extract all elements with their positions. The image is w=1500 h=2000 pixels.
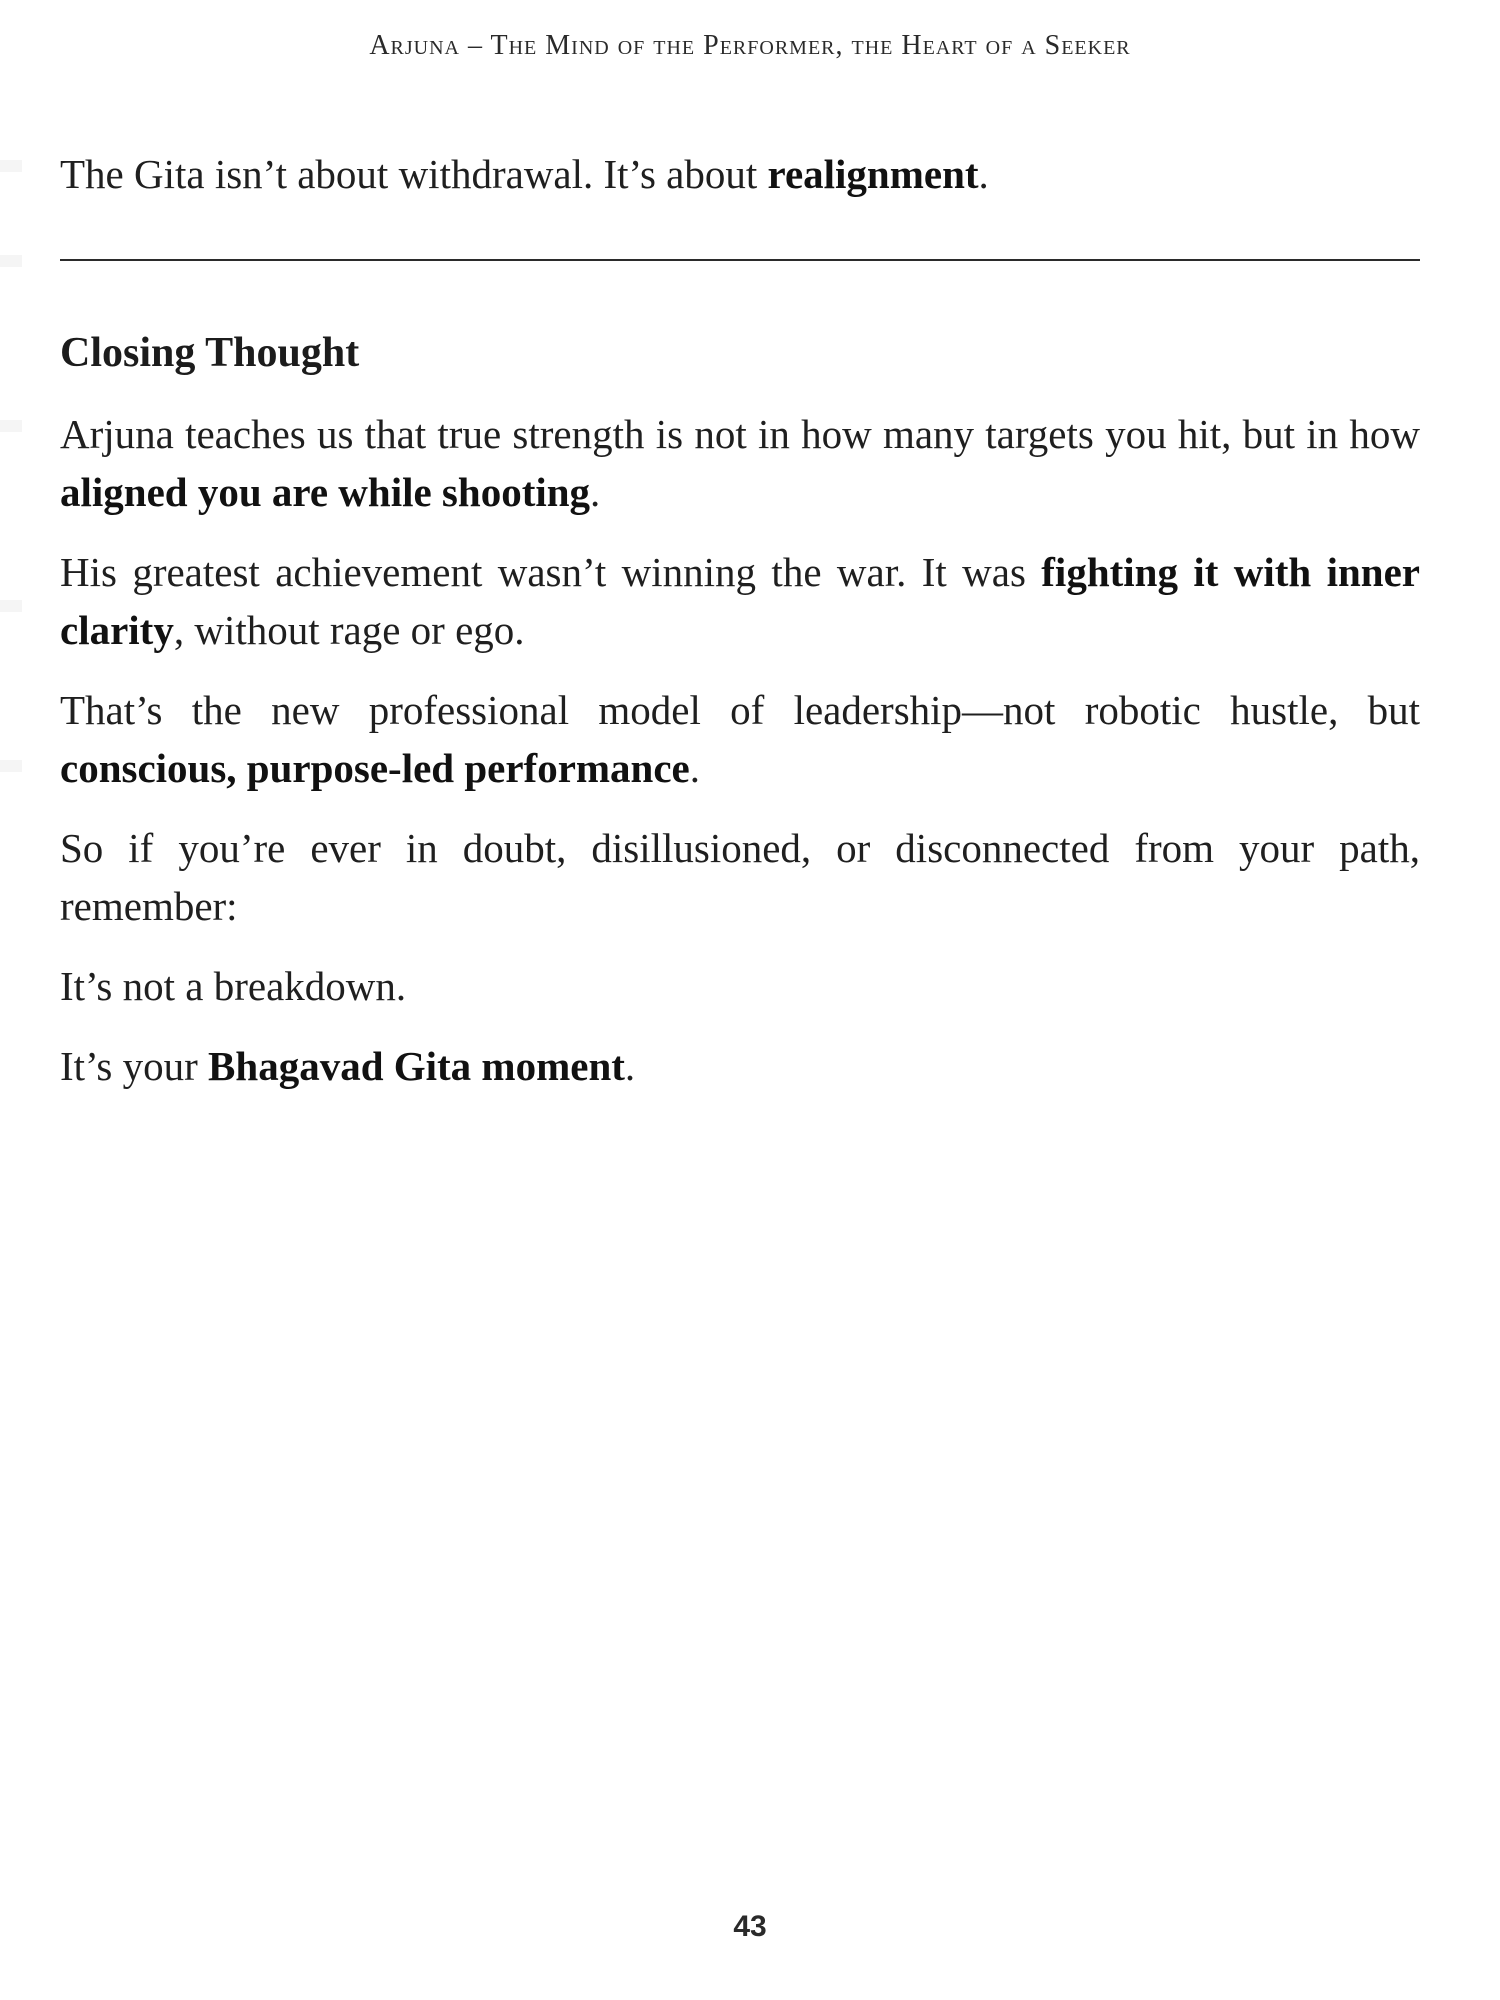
- paragraph-text: So if you’re ever in doubt, disillusioned, or disconnected from your path, remember:: [60, 825, 1420, 929]
- paragraph-emphasis: fighting it with inner clarity: [60, 549, 1420, 653]
- paragraph-emphasis: conscious, purpose-led performance: [60, 745, 690, 791]
- paragraph-text: It’s your: [60, 1043, 209, 1089]
- paragraph-tail: .: [624, 1043, 636, 1089]
- intro-text: The Gita isn’t about withdrawal. It’s about: [60, 151, 768, 197]
- paragraph-text: Arjuna teaches us that true strength is not in how many targets you hit, but in how: [60, 411, 1420, 457]
- page-number: 43: [733, 1910, 767, 1943]
- paragraph-leadership: [60, 681, 1420, 797]
- paragraph-breakdown: [60, 957, 1420, 1015]
- section-divider: [60, 259, 1420, 261]
- intro-paragraph: [60, 145, 1420, 203]
- intro-emphasis: realignment: [767, 151, 979, 197]
- paragraph-gita-moment: [60, 1037, 1420, 1095]
- paragraph-emphasis: Bhagavad Gita moment: [208, 1043, 625, 1089]
- paragraph-emphasis: aligned you are while shooting: [60, 469, 591, 515]
- paragraph-tail: .: [590, 469, 601, 515]
- running-head: Arjuna – The Mind of the Performer, the Heart of a Seeker: [369, 30, 1131, 61]
- section-heading: Closing Thought: [60, 330, 360, 376]
- scan-artifact: [0, 420, 22, 432]
- paragraph-text: It’s not a breakdown.: [60, 963, 407, 1009]
- paragraph-tail: .: [689, 745, 701, 791]
- scan-artifact: [0, 760, 22, 772]
- scan-artifact: [0, 255, 22, 267]
- paragraph-text: His greatest achievement wasn’t winning the war. It was: [60, 549, 1042, 595]
- paragraph-arjuna: [60, 405, 1420, 521]
- scan-artifact: [0, 600, 22, 612]
- paragraph-tail: , without rage or ego.: [173, 607, 525, 653]
- intro-tail: .: [978, 151, 989, 197]
- scan-artifact: [0, 160, 22, 172]
- page-content: [60, 145, 1420, 1095]
- paragraph-text: That’s the new professional model of leadership—not robotic hustle, but: [60, 687, 1420, 733]
- paragraph-doubt: [60, 819, 1420, 935]
- paragraph-achievement: [60, 543, 1420, 659]
